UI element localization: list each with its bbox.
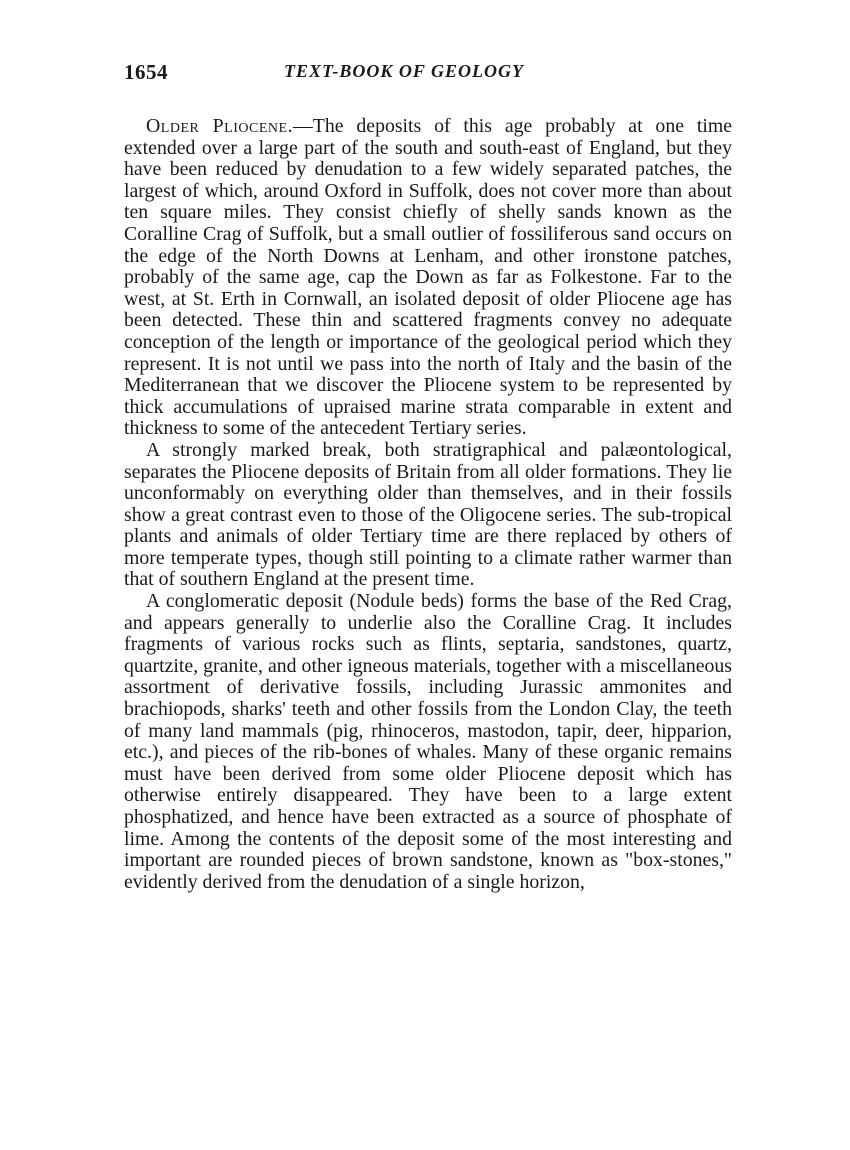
body-text <box>124 116 732 893</box>
paragraph-older-pliocene <box>124 116 732 440</box>
running-title: TEXT-BOOK OF GEOLOGY <box>284 61 525 81</box>
page-number: 1654 <box>124 60 168 84</box>
paragraph-nodule-beds: A conglomeratic deposit (Nodule beds) forms the base of the Red Crag, and appears generally to underlie also the Coralline Crag. It includes fragments of various rocks such as flints, septaria, sandstones, quartz, quartzite, granite, and other igneous materials, together with a miscellaneous assortment of derivative fossils, including Jurassic ammonites and brachiopods, sharks' teeth and other fossils from the London Clay, the teeth of many land mammals (pig, rhinoceros, mastodon, tapir, deer, hipparion, etc.), and pieces of the rib-bones of whales. Many of these organic remains must have been derived from some older Pliocene deposit which has otherwise entirely disappeared. They have been to a large extent phosphatized, and hence have been extracted as a source of phosphate of lime. Among the contents of the deposit some of the most interesting and important are rounded pieces of brown sandstone, known as "box-stones," evidently derived from the denudation of a single horizon, <box>124 590 732 893</box>
paragraph-text: —The deposits of this age probably at one time extended over a large part of the south and south-east of England, but they have been reduced by denudation to a few widely separated patches, the largest of which, around Oxford in Suffolk, does not cover more than about ten square miles. They consist chiefly of shelly sands known as the Coralline Crag of Suffolk, but a small outlier of fossiliferous sand occurs on the edge of the North Downs at Lenham, and other ironstone patches, probably of the same age, cap the Down as far as Folkestone. Far to the west, at St. Erth in Cornwall, an isolated deposit of older Pliocene age has been detected. These thin and scattered fragments convey no adequate conception of the length or importance of the geological period which they represent. It is not until we pass into the north of Italy and the basin of the Mediterranean that we discover the Pliocene system to be represented by thick accumulations of upraised marine strata comparable in extent and thickness to some of the antecedent Tertiary series. <box>124 115 732 440</box>
running-head <box>124 60 732 94</box>
book-page <box>124 60 732 893</box>
section-heading: Older Pliocene. <box>146 115 294 137</box>
paragraph-break: A strongly marked break, both stratigraphical and palæontological, separates the Pliocene deposits of Britain from all older formations. They lie unconformably on everything older than themselves, and in their fossils show a great contrast even to those of the Oligocene series. The sub-tropical plants and animals of older Tertiary time are there replaced by others of more temperate types, though still pointing to a climate rather warmer than that of southern England at the present time. <box>124 438 732 591</box>
